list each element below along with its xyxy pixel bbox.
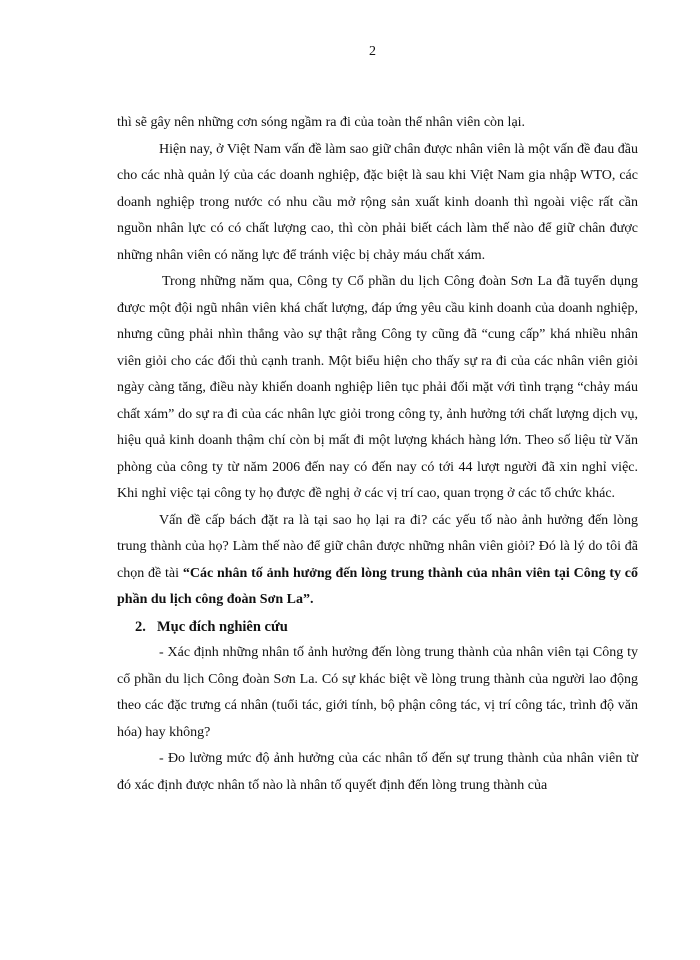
section-number: 2.: [135, 618, 146, 635]
page-content: [117, 110, 638, 799]
paragraph-2: Hiện nay, ở Việt Nam vấn đề làm sao giữ chân được nhân viên là một vấn đề đau đầu cho các nhà quản lý của các doanh nghiệp, đặc biệt là sau khi Việt Nam gia nhập WTO, các doanh nghiệp trong nước có nhu cầu mở rộng sản xuất kinh doanh thì ngoài việc rất cần nguồn nhân lực có có chất lượng cao, thì còn phải biết cách làm thế nào để giữ chân được những nhân viên có năng lực để tránh việc bị chảy máu chất xám.: [117, 141, 638, 263]
thesis-title: “Các nhân tố ảnh hưởng đến lòng trung thành của nhân viên tại Công ty cổ phần du lịch công đoàn Sơn La”.: [117, 565, 638, 607]
page-number: 2: [369, 44, 376, 59]
section-title: Mục đích nghiên cứu: [157, 618, 288, 635]
paragraph-6: - Đo lường mức độ ảnh hưởng của các nhân tố đến sự trung thành của nhân viên từ đó xác định được nhân tố nào là nhân tố quyết định đến lòng trung thành của: [117, 751, 638, 793]
paragraph-4-text: Vấn đề cấp bách đặt ra là tại sao họ lại ra đi? các yếu tố nào ảnh hưởng đến lòng trung thành của họ? Làm thế nào để giữ chân được những nhân viên giỏi? Đó là lý do tôi đã chọn đề tài: [117, 512, 638, 581]
paragraph-3: Trong những năm qua, Công ty Cổ phần du lịch Công đoàn Sơn La đã tuyển dụng được một đội ngũ nhân viên khá chất lượng, đáp ứng yêu cầu kinh doanh của doanh nghiệp, nhưng cũng phải nhìn thẳng vào sự thật rằng Công ty cũng đã “cung cấp” khá nhiều nhân viên giỏi cho các đối thủ cạnh tranh. Một biểu hiện cho thấy sự ra đi của các nhân viên giỏi ngày càng tăng, điều này khiến doanh nghiệp liên tục phải đối mặt với tình trạng “chảy máu chất xám” do sự ra đi của các nhân lực giỏi trong công ty, ảnh hưởng tới chất lượng dịch vụ, hiệu quả kinh doanh thậm chí còn bị mất đi một lượng khách hàng lớn. Theo số liệu từ Văn phòng của công ty từ năm 2006 đến nay có đến nay có tới 44 lượt người đã xin nghỉ việc. Khi nghỉ việc tại công ty họ được đề nghị ở các vị trí cao, quan trọng ở các tổ chức khác.: [117, 274, 638, 501]
paragraph-1: thì sẽ gây nên những cơn sóng ngầm ra đi của toàn thể nhân viên còn lại.: [117, 115, 526, 130]
paragraph-4: [117, 508, 638, 614]
section-heading: [117, 614, 638, 641]
paragraph-5: - Xác định những nhân tố ảnh hưởng đến lòng trung thành của nhân viên tại Công ty cổ phần du lịch Công đoàn Sơn La. Có sự khác biệt về lòng trung thành của người lao động theo các đặc trưng cá nhân (tuổi tác, giới tính, bộ phận công tác, vị trí công tác, trình độ văn hóa) hay không?: [117, 645, 638, 740]
